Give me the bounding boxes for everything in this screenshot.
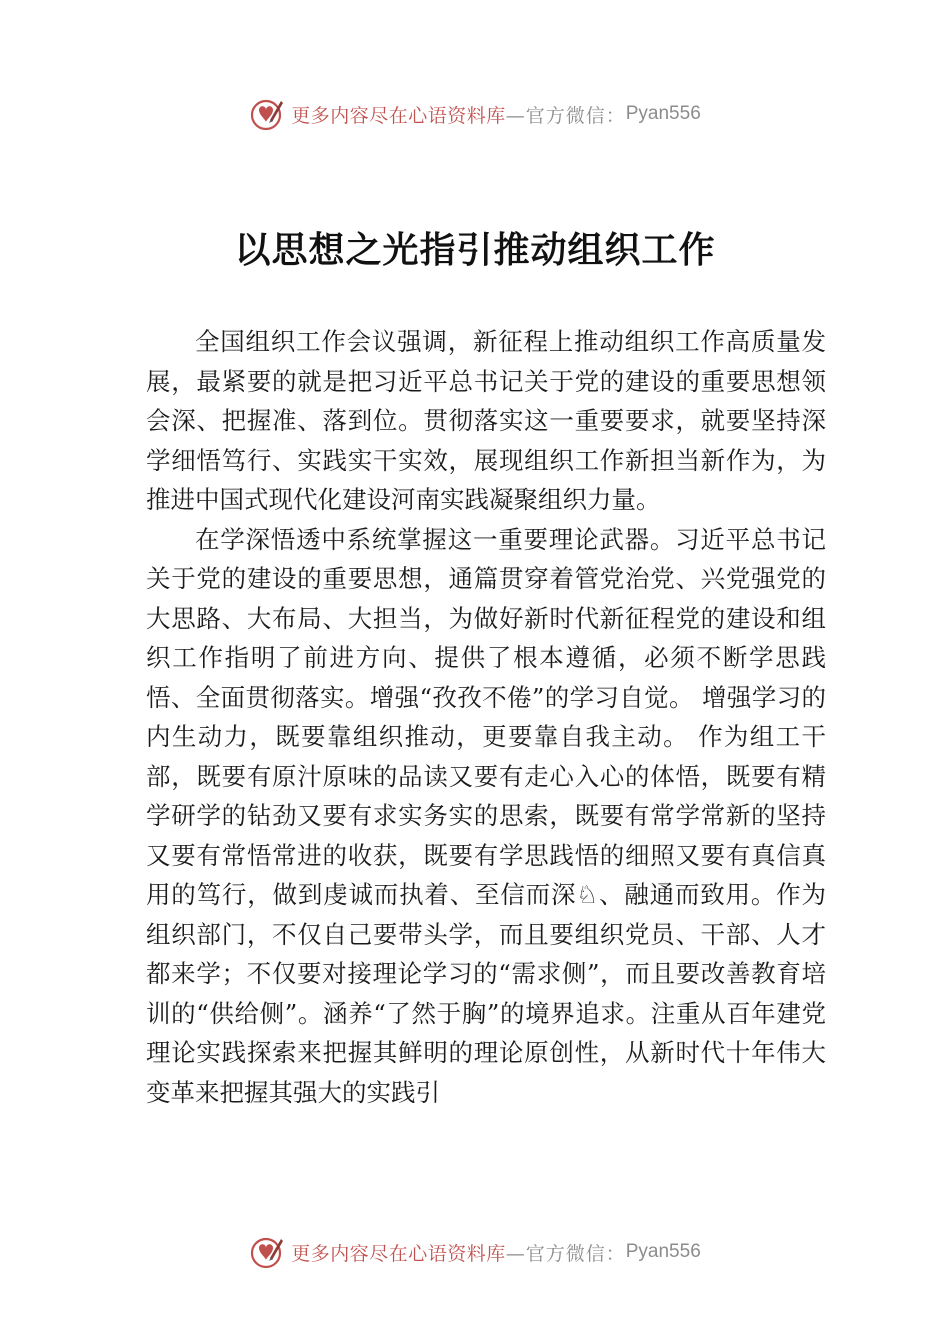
footer-banner-text: 更多内容尽在心语资料库 (291, 1242, 506, 1265)
paragraph-2: 在学深悟透中系统掌握这一重要理论武器。习近平总书记关于党的建设的重要思想，通篇贯穿着管党治党、兴党强党的大思路、大布局、大担当，为做好新时代新征程党的建设和组织工作指明了前进方向、提供了根本遵循，必须不断学思践悟、全面贯彻落实。增强“孜孜不倦”的学习自觉。 增强学习的内生动力，既要靠组织推动，更要靠自我主动。 作为组工干部，既要有原汁原味的品读又要有走心入心的体悟，既要有精学研学的钻劲又要有求实务实的思索，既要有常学常新的坚持又要有常悟常进的收获，既要有学思践悟的细照又要有真信真用的笃行，做到虔诚而执着、至信而深♘、融通而致用。作为组织部门，不仅自己要带头学，而且要组织党员、干部、人才都来学；不仅要对接理论学习的“需求侧”，而且要改善教育培训的“供给侧”。涵养“了然于胸”的境界追求。注重从百年建党理论实践探索来把握其鲜明的理论原创性，从新时代十年伟大变革来把握其强大的实践引 (146, 524, 826, 1107)
header-wechat-id: Pyan556 (625, 103, 701, 124)
heart-quill-logo-icon (249, 96, 285, 132)
heart-quill-logo-icon (249, 1234, 285, 1270)
header-banner-text: 更多内容尽在心语资料库 (291, 104, 506, 127)
document-title: 以思想之光指引推动组织工作 (234, 229, 716, 272)
paragraph-1: 全国组织工作会议强调，新征程上推动组织工作高质量发展，最紧要的就是把习近平总书记关于党的建设的重要思想领会深、把握准、落到位。贯彻落实这一重要要求，就要坚持深学细悟笃行、实践实干实效，展现组织工作新担当新作为，为推进中国式现代化建设河南实践凝聚组织力量。 (146, 327, 826, 514)
footer-banner (0, 1230, 950, 1274)
footer-banner-separator: —官方微信： (505, 1242, 626, 1265)
header-banner-separator: —官方微信： (505, 104, 626, 127)
footer-wechat-id: Pyan556 (625, 1241, 701, 1262)
header-banner (0, 92, 950, 136)
document-body (146, 322, 826, 1112)
